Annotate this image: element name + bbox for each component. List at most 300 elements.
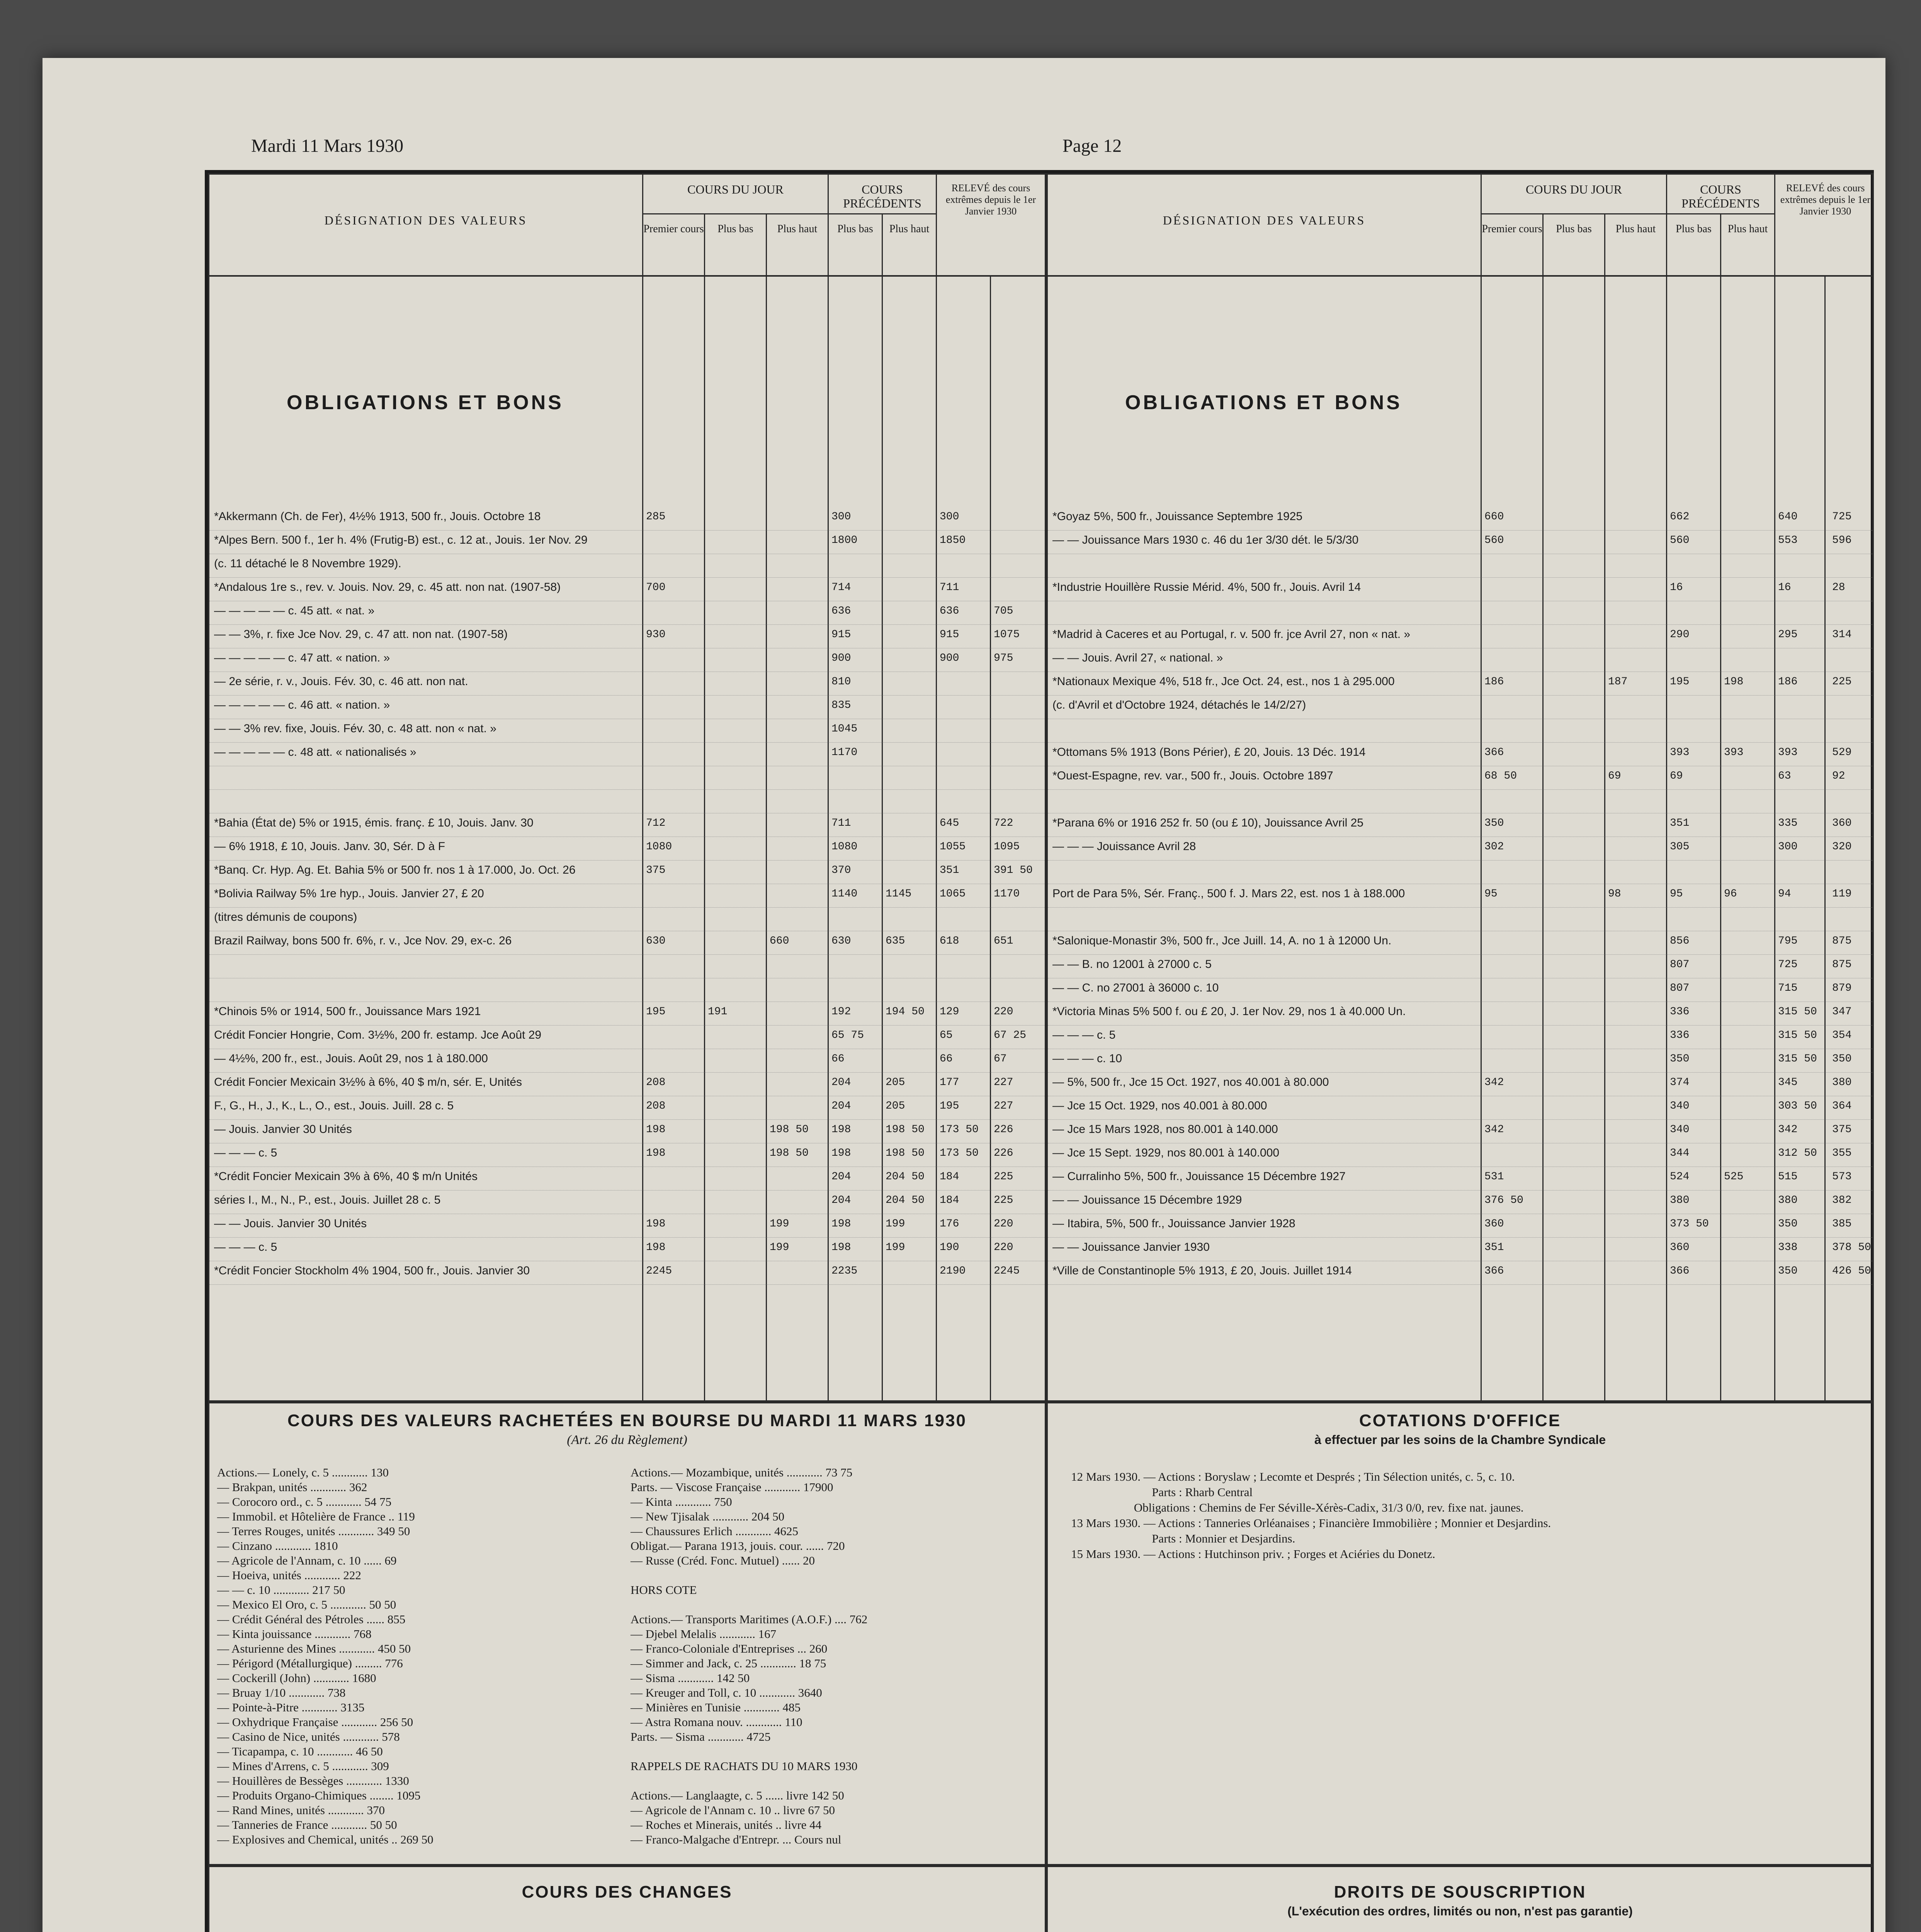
- rachetees-col1: Actions.— Lonely, c. 5 ............ 130 — Brakpan, unités ............ 362 — Corocoro ord., c. 5 ............ 54 75 — Immobil. et Hôtelière de France .. 119 — Terres Rouges, unités ............ 349 50 — Cinzano ............ 1810 — Agricole de l'Annam, c. 10 ...... 69 — Hoeiva, unités ............ 222 — — c. 10 ............ 217 50 — Mexico El Oro, c. 5 ............ 50 50 — Crédit Général des Pétroles ...... 855 — Kinta jouissance ............ 768 — Asturienne des Mines ............ 450 50 — Périgord (Métallurgique) ......... 776 — Cockerill (John) ............ 1680 — Bruay 1/10 ............ 738 — Pointe-à-Pitre ............ 3135 — Oxhydrique Française ............ 256 50 — Casino de Nice, unités ............ 578 — Ticapampa, c. 10 ............ 46 50 — Mines d'Arrens, c. 5 ............ 309 — Houillères de Bessèges ............ 1330 — Produits Organo-Chimiques ........ 1095 — Rand Mines, unités ............ 370 — Tanneries de France ............ 50 50 — Explosives and Chemical, unités .. 269 50: [217, 1466, 434, 1846]
- prec-bas-label-r: Plus bas: [1676, 223, 1712, 235]
- row-value-rh: 225: [994, 1171, 1013, 1183]
- row-value-pb: 807: [1670, 982, 1690, 994]
- row-value-p: 351: [1484, 1242, 1504, 1253]
- row-value-rb: 640: [1778, 511, 1798, 523]
- table-row: [209, 861, 1045, 884]
- row-value-p: 1080: [646, 841, 672, 853]
- row-value-pb: 1800: [831, 534, 858, 546]
- row-value-rh: 364: [1832, 1100, 1852, 1112]
- row-value-pb: 350: [1670, 1053, 1690, 1065]
- left-obligations-table: [208, 173, 1046, 1402]
- row-value-rh: 705: [994, 605, 1013, 617]
- row-value-rh: 375: [1832, 1124, 1852, 1136]
- row-value-rh: 879: [1832, 982, 1852, 994]
- row-value-rb: 186: [1778, 676, 1798, 688]
- row-value-rb: 515: [1778, 1171, 1798, 1183]
- row-value-rb: 303 50: [1778, 1100, 1817, 1112]
- table-row: [1048, 601, 1872, 625]
- page-number: Page 12: [1062, 136, 1122, 156]
- row-value-p: 930: [646, 629, 666, 641]
- row-value-rh: 220: [994, 1006, 1013, 1018]
- row-designation: — — — c. 5: [214, 1146, 277, 1159]
- row-value-rh: 226: [994, 1147, 1013, 1159]
- right-obligations-table: [1046, 173, 1874, 1402]
- row-value-rh: 67 25: [994, 1029, 1027, 1041]
- table-row: [209, 1049, 1045, 1073]
- row-value-rh: 875: [1832, 935, 1852, 947]
- row-value-h: 187: [1608, 676, 1628, 688]
- table-row: [1048, 719, 1872, 743]
- row-value-rb: 645: [940, 817, 959, 829]
- row-value-ph: 96: [1724, 888, 1737, 900]
- row-designation: (titres démunis de coupons): [214, 911, 357, 923]
- row-value-pb: 810: [831, 676, 851, 688]
- row-value-p: 350: [1484, 817, 1504, 829]
- row-designation: — — 3%, r. fixe Jce Nov. 29, c. 47 att. non nat. (1907-58): [214, 628, 508, 641]
- row-designation: *Ottomans 5% 1913 (Bons Périer), £ 20, Jouis. 13 Déc. 1914: [1052, 746, 1366, 759]
- row-designation: *Banq. Cr. Hyp. Ag. Et. Bahia 5% or 500 fr. nos 1 à 17.000, Jo. Oct. 26: [214, 864, 576, 876]
- row-value-p: 195: [646, 1006, 666, 1018]
- rachetees-section: [208, 1402, 1046, 1866]
- table-row: [1048, 696, 1872, 719]
- row-value-ph: 204 50: [886, 1171, 925, 1183]
- row-value-rh: 380: [1832, 1077, 1852, 1088]
- row-designation: — 5%, 500 fr., Jce 15 Oct. 1927, nos 40.001 à 80.000: [1052, 1076, 1329, 1088]
- row-value-pb: 66: [831, 1053, 845, 1065]
- table-row: [209, 884, 1045, 908]
- table-row: [1048, 625, 1872, 648]
- row-value-rb: 351: [940, 864, 959, 876]
- row-value-rb: 338: [1778, 1242, 1798, 1253]
- row-value-rh: 1095: [994, 841, 1020, 853]
- row-designation: *Bolivia Railway 5% 1re hyp., Jouis. Janvier 27, £ 20: [214, 887, 484, 900]
- row-designation: *Industrie Houillère Russie Mérid. 4%, 500 fr., Jouis. Avril 14: [1052, 581, 1361, 594]
- row-designation: Brazil Railway, bons 500 fr. 6%, r. v., Jce Nov. 29, ex-c. 26: [214, 934, 512, 947]
- page-date: Mardi 11 Mars 1930: [251, 136, 404, 156]
- row-designation: séries I., M., N., P., est., Jouis. Juillet 28 c. 5: [214, 1194, 441, 1206]
- row-value-rb: 636: [940, 605, 959, 617]
- prec-bas-label: Plus bas: [837, 223, 873, 235]
- row-value-rb: 795: [1778, 935, 1798, 947]
- row-value-rb: 173 50: [940, 1147, 979, 1159]
- table-row: [1048, 1190, 1872, 1214]
- prec-haut-label-r: Plus haut: [1720, 214, 1774, 275]
- table-row: [1048, 1073, 1872, 1096]
- row-value-ph: 205: [886, 1077, 905, 1088]
- left-section-title: OBLIGATIONS ET BONS: [287, 391, 564, 414]
- page-header: [251, 135, 1851, 166]
- row-value-rh: 426 50: [1832, 1265, 1871, 1277]
- row-value-rb: 300: [940, 511, 959, 523]
- row-value-rb: 393: [1778, 747, 1798, 759]
- row-value-rh: 529: [1832, 747, 1852, 759]
- table-row: [209, 696, 1045, 719]
- row-value-rh: 360: [1832, 817, 1852, 829]
- row-value-pb: 1140: [831, 888, 858, 900]
- row-value-pb: 662: [1670, 511, 1690, 523]
- row-designation: — — Jouissance Janvier 1930: [1052, 1241, 1210, 1253]
- row-value-pb: 524: [1670, 1171, 1690, 1183]
- row-value-p: 342: [1484, 1077, 1504, 1088]
- table-row: [1048, 884, 1872, 908]
- col-releve-r: RELEVÉ des cours extrêmes depuis le 1er Janvier 1930: [1774, 175, 1874, 275]
- row-designation: *Ouest-Espagne, rev. var., 500 fr., Jouis. Octobre 1897: [1052, 769, 1333, 782]
- table-row: [1048, 1214, 1872, 1238]
- row-value-rb: 1850: [940, 534, 966, 546]
- row-designation: *Chinois 5% or 1914, 500 fr., Jouissance Mars 1921: [214, 1005, 481, 1018]
- table-row: [1048, 813, 1872, 837]
- table-row: [1048, 1049, 1872, 1073]
- row-designation: *Victoria Minas 5% 500 f. ou £ 20, J. 1er Nov. 29, nos 1 à 40.000 Un.: [1052, 1005, 1406, 1018]
- row-designation: *Goyaz 5%, 500 fr., Jouissance Septembre 1925: [1052, 510, 1303, 523]
- table-row: [209, 1120, 1045, 1143]
- row-value-h: 199: [770, 1242, 789, 1253]
- table-row: [209, 531, 1045, 554]
- row-value-rb: 725: [1778, 959, 1798, 971]
- row-designation: Port de Para 5%, Sér. Franç., 500 f. J. Mars 22, est. nos 1 à 188.000: [1052, 887, 1405, 900]
- row-value-pb: 714: [831, 582, 851, 594]
- row-designation: F., G., H., J., K., L., O., est., Jouis. Juill. 28 c. 5: [214, 1099, 454, 1112]
- row-value-rb: 618: [940, 935, 959, 947]
- row-value-rb: 184: [940, 1171, 959, 1183]
- col-cours-du-jour: [642, 175, 828, 275]
- table-row: [1048, 1096, 1872, 1120]
- table-row: [1048, 978, 1872, 1002]
- col-designation: DÉSIGNATION DES VALEURS: [324, 213, 527, 227]
- row-value-rh: 1170: [994, 888, 1020, 900]
- right-table-header: [1048, 175, 1872, 277]
- row-value-pb: 198: [831, 1124, 851, 1136]
- row-value-rh: 227: [994, 1100, 1013, 1112]
- row-value-rb: 345: [1778, 1077, 1798, 1088]
- col-precedents: [828, 175, 936, 275]
- row-value-pb: 192: [831, 1006, 851, 1018]
- row-value-pb: 340: [1670, 1100, 1690, 1112]
- row-designation: *Andalous 1re s., rev. v. Jouis. Nov. 29, c. 45 att. non nat. (1907-58): [214, 581, 561, 594]
- row-value-rh: 220: [994, 1218, 1013, 1230]
- row-value-pb: 2235: [831, 1265, 858, 1277]
- row-designation: Crédit Foncier Mexicain 3½% à 6%, 40 $ m/n, sér. E, Unités: [214, 1076, 522, 1088]
- row-designation: — Itabira, 5%, 500 fr., Jouissance Janvier 1928: [1052, 1217, 1295, 1230]
- row-value-pb: 65 75: [831, 1029, 864, 1041]
- row-value-pb: 336: [1670, 1029, 1690, 1041]
- row-value-rb: 129: [940, 1006, 959, 1018]
- row-value-rh: 354: [1832, 1029, 1852, 1041]
- row-designation: — — — — — c. 48 att. « nationalisés »: [214, 746, 416, 759]
- row-value-p: 712: [646, 817, 666, 829]
- table-row: [209, 813, 1045, 837]
- row-designation: *Nationaux Mexique 4%, 518 fr., Jce Oct. 24, est., nos 1 à 295.000: [1052, 675, 1395, 688]
- col-designation-r: DÉSIGNATION DES VALEURS: [1163, 213, 1366, 227]
- table-row: [209, 719, 1045, 743]
- row-value-pb: 344: [1670, 1147, 1690, 1159]
- row-designation: — Curralinho 5%, 500 fr., Jouissance 15 Décembre 1927: [1052, 1170, 1346, 1183]
- row-value-h: 98: [1608, 888, 1621, 900]
- row-value-p: 2245: [646, 1265, 672, 1277]
- cotations-title: COTATIONS D'OFFICE: [1359, 1411, 1561, 1430]
- row-value-ph: 525: [1724, 1171, 1744, 1183]
- row-value-h: 198 50: [770, 1124, 809, 1136]
- row-value-rh: 378 50: [1832, 1242, 1871, 1253]
- row-value-ph: 205: [886, 1100, 905, 1112]
- plus-haut-label: Plus haut: [766, 214, 828, 275]
- table-row: [209, 507, 1045, 531]
- row-value-rb: 195: [940, 1100, 959, 1112]
- souscription-subtitle: (L'exécution des ordres, limités ou non, n'est pas garantie): [1287, 1904, 1633, 1918]
- row-value-pb: 198: [831, 1147, 851, 1159]
- table-row: [209, 1026, 1045, 1049]
- row-value-rb: 2190: [940, 1265, 966, 1277]
- row-value-rb: 715: [1778, 982, 1798, 994]
- row-value-rh: 355: [1832, 1147, 1852, 1159]
- premier-label: Premier cours: [643, 223, 704, 235]
- row-designation: — — — c. 5: [1052, 1029, 1116, 1041]
- table-row: [1048, 1238, 1872, 1261]
- row-value-rh: 225: [994, 1194, 1013, 1206]
- row-designation: — Jouis. Janvier 30 Unités: [214, 1123, 352, 1136]
- row-value-pb: 856: [1670, 935, 1690, 947]
- row-value-rb: 900: [940, 652, 959, 664]
- row-value-pb: 370: [831, 864, 851, 876]
- table-row: [1048, 578, 1872, 601]
- row-designation: — — Jouis. Avril 27, « national. »: [1052, 651, 1223, 664]
- row-value-ph: 199: [886, 1218, 905, 1230]
- row-value-ph: 199: [886, 1242, 905, 1253]
- table-row: [209, 955, 1045, 978]
- table-row: [209, 1214, 1045, 1238]
- cotations-subtitle: à effectuer par les soins de la Chambre Syndicale: [1314, 1433, 1606, 1447]
- row-designation: *Madrid à Caceres et au Portugal, r. v. 500 fr. jce Avril 27, non « nat. »: [1052, 628, 1411, 641]
- table-row: [1048, 554, 1872, 578]
- row-designation: — — Jouissance Mars 1930 c. 46 du 1er 3/30 dét. le 5/3/30: [1052, 534, 1359, 546]
- row-value-p: 68 50: [1484, 770, 1517, 782]
- row-value-rh: 382: [1832, 1194, 1852, 1206]
- row-designation: — 2e série, r. v., Jouis. Fév. 30, c. 46 att. non nat.: [214, 675, 468, 688]
- row-designation: *Alpes Bern. 500 f., 1er h. 4% (Frutig-B) est., c. 12 at., Jouis. 1er Nov. 29: [214, 534, 588, 546]
- row-designation: (c. d'Avril et d'Octobre 1924, détachés le 14/2/27): [1052, 699, 1306, 711]
- row-value-pb: 198: [831, 1218, 851, 1230]
- table-row: [209, 908, 1045, 931]
- row-designation: — Jce 15 Mars 1928, nos 80.001 à 140.000: [1052, 1123, 1278, 1136]
- row-value-pb: 1170: [831, 747, 858, 759]
- table-row: [209, 1167, 1045, 1190]
- table-row: [1048, 837, 1872, 861]
- row-value-ph: 204 50: [886, 1194, 925, 1206]
- table-row: [209, 931, 1045, 955]
- table-row: [1048, 648, 1872, 672]
- table-row: [1048, 790, 1872, 813]
- row-value-p: 186: [1484, 676, 1504, 688]
- row-value-rh: 92: [1832, 770, 1845, 782]
- row-value-rb: 1055: [940, 841, 966, 853]
- row-value-pb: 560: [1670, 534, 1690, 546]
- table-row: [209, 1073, 1045, 1096]
- row-value-ph: 1145: [886, 888, 912, 900]
- row-value-rh: 227: [994, 1077, 1013, 1088]
- row-designation: — — Jouis. Janvier 30 Unités: [214, 1217, 367, 1230]
- rachetees-subtitle: (Art. 26 du Règlement): [567, 1433, 687, 1447]
- row-value-rb: 177: [940, 1077, 959, 1088]
- row-value-pb: 380: [1670, 1194, 1690, 1206]
- table-row: [209, 625, 1045, 648]
- row-value-p: 376 50: [1484, 1194, 1523, 1206]
- premier-label-r: Premier cours: [1482, 223, 1542, 235]
- cours-du-jour-label-r: COURS DU JOUR: [1526, 182, 1622, 196]
- row-designation: — — Jouissance 15 Décembre 1929: [1052, 1194, 1242, 1206]
- row-value-pb: 204: [831, 1171, 851, 1183]
- row-value-rh: 385: [1832, 1218, 1852, 1230]
- row-value-rb: 1065: [940, 888, 966, 900]
- row-value-p: 198: [646, 1124, 666, 1136]
- row-designation: — 4½%, 200 fr., est., Jouis. Août 29, nos 1 à 180.000: [214, 1052, 488, 1065]
- row-value-p: 342: [1484, 1124, 1504, 1136]
- row-value-pb: 195: [1670, 676, 1690, 688]
- col-precedents-r: [1666, 175, 1774, 275]
- row-value-p: 375: [646, 864, 666, 876]
- row-value-p: 630: [646, 935, 666, 947]
- row-value-rh: 347: [1832, 1006, 1852, 1018]
- row-value-p: 285: [646, 511, 666, 523]
- row-designation: *Akkermann (Ch. de Fer), 4½% 1913, 500 fr., Jouis. Octobre 18: [214, 510, 541, 523]
- prec-haut-label: Plus haut: [882, 214, 936, 275]
- table-row: [1048, 1120, 1872, 1143]
- row-value-rb: 335: [1778, 817, 1798, 829]
- row-value-rb: 190: [940, 1242, 959, 1253]
- row-value-pb: 835: [831, 699, 851, 711]
- row-value-ph: 635: [886, 935, 905, 947]
- row-value-p: 700: [646, 582, 666, 594]
- row-value-pb: 636: [831, 605, 851, 617]
- row-value-p: 531: [1484, 1171, 1504, 1183]
- row-value-pb: 204: [831, 1100, 851, 1112]
- row-value-p: 95: [1484, 888, 1498, 900]
- rachetees-title: COURS DES VALEURS RACHETÉES EN BOURSE DU MARDI 11 MARS 1930: [287, 1411, 967, 1430]
- row-value-pb: 900: [831, 652, 851, 664]
- row-value-rh: 1075: [994, 629, 1020, 641]
- row-value-rb: 350: [1778, 1218, 1798, 1230]
- page-frame: [205, 170, 1874, 1932]
- row-value-b: 191: [708, 1006, 728, 1018]
- table-row: [209, 578, 1045, 601]
- row-value-rb: 65: [940, 1029, 953, 1041]
- row-value-ph: 194 50: [886, 1006, 925, 1018]
- row-designation: — — — — — c. 47 att. « nation. »: [214, 651, 390, 664]
- row-value-p: 366: [1484, 747, 1504, 759]
- row-value-rh: 722: [994, 817, 1013, 829]
- row-value-pb: 1045: [831, 723, 858, 735]
- row-value-rh: 573: [1832, 1171, 1852, 1183]
- row-value-p: 366: [1484, 1265, 1504, 1277]
- row-value-pb: 69: [1670, 770, 1683, 782]
- row-value-rh: 67: [994, 1053, 1007, 1065]
- row-value-rh: 725: [1832, 511, 1852, 523]
- row-value-rb: 312 50: [1778, 1147, 1817, 1159]
- row-value-rb: 94: [1778, 888, 1791, 900]
- row-designation: *Salonique-Monastir 3%, 500 fr., Jce Juill. 14, A. no 1 à 12000 Un.: [1052, 934, 1392, 947]
- cotations-text: 12 Mars 1930. — Actions : Boryslaw ; Lecomte et Després ; Tin Sélection unités, c. 5, c. 10. Parts : Rharb Central Obligations : Chemins de Fer Séville-Xérès-Cadix, 31/3 0/0, rev. fixe nat. jaunes. 13 Mars 1930. — Actions : Tanneries Orléanaises ; Financière Immobilière ; Monnier et Desjardins. Parts : Monnier et Desjardins. 15 Mars 1930. — Actions : Hutchinson priv. ; Forges et Aciéries du Donetz.: [1071, 1470, 1551, 1561]
- row-value-rb: 184: [940, 1194, 959, 1206]
- row-value-pb: 915: [831, 629, 851, 641]
- changes-section: [208, 1866, 1046, 1932]
- left-table-header: [209, 175, 1045, 277]
- row-value-pb: 16: [1670, 582, 1683, 594]
- row-value-pb: 374: [1670, 1077, 1690, 1088]
- table-row: [1048, 861, 1872, 884]
- precedents-label-r: COURS PRÉCÉDENTS: [1681, 182, 1760, 210]
- table-row: [209, 1190, 1045, 1214]
- table-row: [1048, 1143, 1872, 1167]
- row-value-ph: 198 50: [886, 1147, 925, 1159]
- row-value-h: 660: [770, 935, 789, 947]
- row-value-p: 198: [646, 1242, 666, 1253]
- right-rows: [1048, 507, 1872, 1285]
- row-designation: Crédit Foncier Hongrie, Com. 3½%, 200 fr. estamp. Jce Août 29: [214, 1029, 542, 1041]
- row-value-rb: 176: [940, 1218, 959, 1230]
- row-value-p: 660: [1484, 511, 1504, 523]
- table-row: [1048, 955, 1872, 978]
- row-value-pb: 204: [831, 1077, 851, 1088]
- table-row: [209, 554, 1045, 578]
- row-designation: — — — c. 10: [1052, 1052, 1122, 1065]
- row-value-rh: 314: [1832, 629, 1852, 641]
- row-value-rb: 553: [1778, 534, 1798, 546]
- table-row: [209, 978, 1045, 1002]
- row-value-pb: 204: [831, 1194, 851, 1206]
- row-value-pb: 351: [1670, 817, 1690, 829]
- row-value-pb: 290: [1670, 629, 1690, 641]
- table-row: [209, 1261, 1045, 1285]
- row-value-pb: 393: [1670, 747, 1690, 759]
- plus-bas-label: Plus bas: [704, 214, 766, 275]
- table-row: [1048, 931, 1872, 955]
- table-row: [1048, 507, 1872, 531]
- row-value-rb: 342: [1778, 1124, 1798, 1136]
- row-value-pb: 305: [1670, 841, 1690, 853]
- row-value-pb: 630: [831, 935, 851, 947]
- row-value-rh: 220: [994, 1242, 1013, 1253]
- row-designation: — — B. no 12001 à 27000 c. 5: [1052, 958, 1212, 971]
- table-row: [209, 837, 1045, 861]
- cotations-section: [1046, 1402, 1874, 1866]
- table-row: [209, 1096, 1045, 1120]
- row-value-rh: 391 50: [994, 864, 1033, 876]
- row-designation: — Jce 15 Oct. 1929, nos 40.001 à 80.000: [1052, 1099, 1267, 1112]
- row-value-pb: 366: [1670, 1265, 1690, 1277]
- plus-haut-label-r: Plus haut: [1604, 214, 1666, 275]
- row-value-pb: 198: [831, 1242, 851, 1253]
- row-designation: *Parana 6% or 1916 252 fr. 50 (ou £ 10), Jouissance Avril 25: [1052, 816, 1363, 829]
- rachetees-col2: Actions.— Mozambique, unités ............ 73 75 Parts. — Viscose Française ............ 17900 — Kinta ............ 750 — New Tjisalak ............ 204 50 — Chaussures Erlich ............ 4625 Obligat.— Parana 1913, jouis. cour. ...... 720 — Russe (Créd. Fonc. Mutuel) ...... 20 HORS COTE Actions.— Transports Maritimes (A.O.F.) .... 762 — Djebel Melalis ............ 167 — Franco-Coloniale d'Entreprises ... 260 — Simmer and Jack, c. 25 ............ 18 75 — Sisma ............ 142 50 — Kreuger and Toll, c. 10 ............ 3640 — Minières en Tunisie ............ 485 — Astra Romana nouv. ............ 110 Parts. — Sisma ............ 4725 RAPPELS DE RACHATS DU 10 MARS 1930 Actions.— Langlaagte, c. 5 ...... livre 142 50 — Agricole de l'Annam c. 10 .. livre 67 50 — Roches et Minerais, unités .. livre 44 — Franco-Malgache d'Entrepr. ... Cours nul: [631, 1466, 868, 1846]
- table-row: [1048, 672, 1872, 696]
- left-rows: [209, 507, 1045, 1285]
- row-value-rh: 975: [994, 652, 1013, 664]
- row-value-ph: 198 50: [886, 1124, 925, 1136]
- row-value-rh: 651: [994, 935, 1013, 947]
- row-value-p: 198: [646, 1218, 666, 1230]
- row-value-h: 199: [770, 1218, 789, 1230]
- plus-bas-label-r: Plus bas: [1542, 214, 1604, 275]
- row-designation: — Jce 15 Sept. 1929, nos 80.001 à 140.000: [1052, 1146, 1280, 1159]
- table-row: [1048, 743, 1872, 766]
- row-value-rb: 315 50: [1778, 1006, 1817, 1018]
- right-section-title: OBLIGATIONS ET BONS: [1125, 391, 1402, 414]
- row-value-pb: 360: [1670, 1242, 1690, 1253]
- row-designation: *Crédit Foncier Stockholm 4% 1904, 500 fr., Jouis. Janvier 30: [214, 1264, 530, 1277]
- table-row: [209, 672, 1045, 696]
- row-designation: — — 3% rev. fixe, Jouis. Fév. 30, c. 48 att. non « nat. »: [214, 722, 496, 735]
- row-value-rb: 315 50: [1778, 1053, 1817, 1065]
- row-value-rb: 711: [940, 582, 959, 594]
